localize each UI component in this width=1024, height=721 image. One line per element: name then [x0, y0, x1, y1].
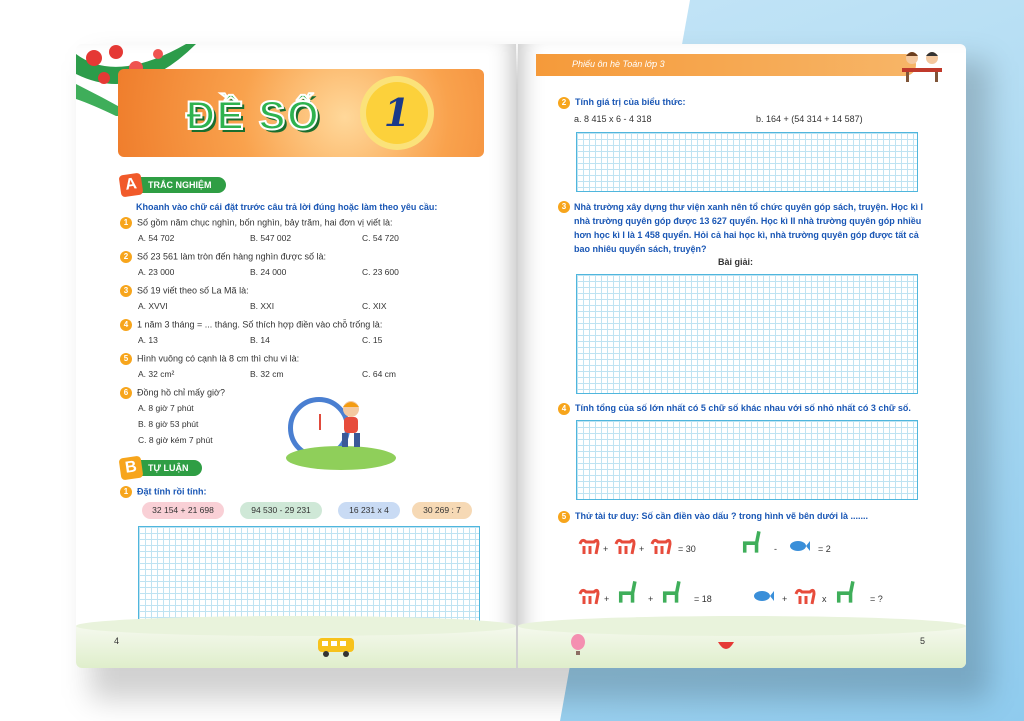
school-bus-icon	[316, 636, 356, 658]
answer-option[interactable]: B. 547 002	[250, 233, 292, 243]
q3-line-3: hơn học kì I là 1 458 quyển. Hỏi cả hai học kì, nhà trường quyên góp được tất cả	[574, 230, 919, 240]
question-6	[120, 387, 225, 399]
equation-3-result: = 18	[694, 594, 712, 604]
calc-pill-4: 30 269 : 7	[412, 502, 472, 519]
minus-sign: -	[774, 544, 777, 554]
answer-option[interactable]: A. 23 000	[138, 267, 175, 277]
question-2	[120, 251, 326, 263]
green-giraffe-icon	[660, 578, 686, 606]
section-a-letter: A	[119, 173, 144, 198]
q3-line-4: bao nhiêu quyển sách, truyện?	[574, 244, 707, 254]
plus-sign: +	[639, 544, 645, 554]
answer-option[interactable]: C. 8 giờ kém 7 phút	[138, 435, 213, 445]
question-5	[120, 353, 299, 365]
grid-workspace-q2[interactable]	[576, 132, 918, 192]
answer-option[interactable]: B. 8 giờ 53 phút	[138, 419, 199, 429]
question-number: 5	[120, 353, 132, 365]
green-giraffe-icon	[616, 578, 642, 606]
green-giraffe-icon	[740, 528, 766, 556]
question-number: 4	[558, 403, 570, 415]
question-text: Đồng hồ chỉ mấy giờ?	[137, 387, 225, 398]
red-dog-icon	[578, 534, 600, 556]
question-text: Thử tài tư duy: Số cần điền vào dấu ? trong hình vẽ bên dưới là .......	[575, 511, 868, 521]
plus-sign: +	[603, 544, 609, 554]
answer-option[interactable]: C. 15	[362, 335, 383, 345]
question-number: 1	[120, 217, 132, 229]
right-page	[518, 44, 966, 668]
question-text: Tính tổng của số lớn nhất có 5 chữ số khác nhau với số nhỏ nhất có 3 chữ số.	[575, 403, 911, 413]
q3-line-2: nhà trường quyên góp được 13 627 quyển. Học kì II nhà trường quyên góp nhiều	[574, 216, 922, 226]
plus-sign: +	[782, 594, 788, 604]
question-text: Số 19 viết theo số La Mã là:	[137, 285, 249, 296]
q3-line-1: Nhà trường xây dựng thư viện xanh nên tổ chức quyên góp sách, truyện. Học kì I	[574, 202, 924, 212]
solution-label: Bài giải:	[718, 257, 754, 267]
times-sign: x	[822, 594, 827, 604]
watermelon-icon	[718, 642, 734, 654]
page-number: 4	[114, 636, 120, 646]
question-text: Đặt tính rồi tính:	[137, 486, 207, 497]
expression-b: b. 164 + (54 314 + 14 587)	[756, 114, 863, 124]
page-footer-left	[76, 626, 516, 668]
red-dog-icon	[794, 584, 816, 606]
question-2	[558, 96, 686, 109]
right-header-banner	[536, 54, 916, 76]
instruction-text: Khoanh vào chữ cái đặt trước câu trả lời đúng hoặc làm theo yêu cầu:	[136, 202, 438, 212]
answer-option[interactable]: C. 23 600	[362, 267, 399, 277]
question-text: Số 23 561 làm tròn đến hàng nghìn được số là:	[137, 251, 327, 262]
green-giraffe-icon	[834, 578, 860, 606]
question-5	[558, 510, 868, 523]
section-b-badge	[120, 457, 202, 479]
answer-option[interactable]: B. 32 cm	[250, 369, 284, 379]
question-text: Tính giá trị của biểu thức:	[575, 97, 686, 107]
answer-option[interactable]: A. 8 giờ 7 phút	[138, 403, 194, 413]
title-number: 1	[383, 90, 411, 135]
essay-question-1	[120, 486, 207, 498]
grid-workspace-q4[interactable]	[576, 420, 918, 500]
question-text: Hình vuông có cạnh là 8 cm thì chu vi là:	[137, 353, 300, 364]
answer-option[interactable]: A. 13	[138, 335, 158, 345]
question-number: 4	[120, 319, 132, 331]
red-dog-icon	[578, 584, 600, 606]
plus-sign: +	[648, 594, 654, 604]
section-b-letter: B	[119, 456, 144, 481]
question-3	[120, 285, 249, 297]
calc-pill-3: 16 231 x 4	[338, 502, 400, 519]
expression-a: a. 8 415 x 6 - 4 318	[574, 114, 652, 124]
question-number: 2	[120, 251, 132, 263]
question-number: 6	[120, 387, 132, 399]
equation-4-result: = ?	[870, 594, 883, 604]
question-3-number	[558, 200, 575, 213]
calc-pill-2: 94 530 - 29 231	[240, 502, 322, 519]
running-girl-illustration	[334, 399, 368, 451]
answer-option[interactable]: A. XVVI	[138, 301, 168, 311]
answer-option[interactable]: B. 14	[250, 335, 270, 345]
answer-option[interactable]: A. 32 cm²	[138, 369, 175, 379]
answer-option[interactable]: B. XXI	[250, 301, 275, 311]
answer-option[interactable]: C. XIX	[362, 301, 387, 311]
question-number: 2	[558, 97, 570, 109]
calc-pill-1: 32 154 + 21 698	[142, 502, 224, 519]
blue-fish-icon	[786, 538, 810, 554]
question-1	[120, 217, 393, 229]
answer-option[interactable]: B. 24 000	[250, 267, 287, 277]
equation-1-result: = 30	[678, 544, 696, 554]
answer-option[interactable]: A. 54 702	[138, 233, 175, 243]
red-dog-icon	[614, 534, 636, 556]
section-a-badge	[120, 174, 226, 196]
plus-sign: +	[604, 594, 610, 604]
students-illustration	[898, 48, 946, 82]
section-a-label: TRẮC NGHIỆM	[140, 177, 226, 193]
question-number: 5	[558, 511, 570, 523]
equation-2-result: = 2	[818, 544, 831, 554]
grid-workspace-q3[interactable]	[576, 274, 918, 394]
question-text: Số gồm năm chục nghìn, bốn nghìn, bảy trăm, hai đơn vị viết là:	[137, 217, 393, 228]
sun-badge	[366, 82, 428, 144]
question-4	[120, 319, 382, 331]
red-dog-icon	[650, 534, 672, 556]
page-number: 5	[920, 636, 926, 646]
right-header-text: Phiếu ôn hè Toán lớp 3	[572, 59, 665, 69]
answer-option[interactable]: C. 54 720	[362, 233, 399, 243]
left-page	[76, 44, 516, 668]
question-text: 1 năm 3 tháng = ... tháng. Số thích hợp điền vào chỗ trống là:	[137, 319, 383, 330]
question-number: 3	[120, 285, 132, 297]
answer-option[interactable]: C. 64 cm	[362, 369, 397, 379]
blue-fish-icon	[750, 588, 774, 604]
section-b-label: TỰ LUẬN	[140, 460, 202, 476]
grid-workspace-left[interactable]	[138, 526, 480, 626]
page-title: ĐỀ SỐ	[186, 94, 321, 138]
question-number: 1	[120, 486, 132, 498]
question-number: 3	[558, 201, 570, 213]
question-4	[558, 402, 911, 415]
question-3-text	[574, 200, 924, 256]
hot-air-balloon-icon	[570, 634, 586, 656]
